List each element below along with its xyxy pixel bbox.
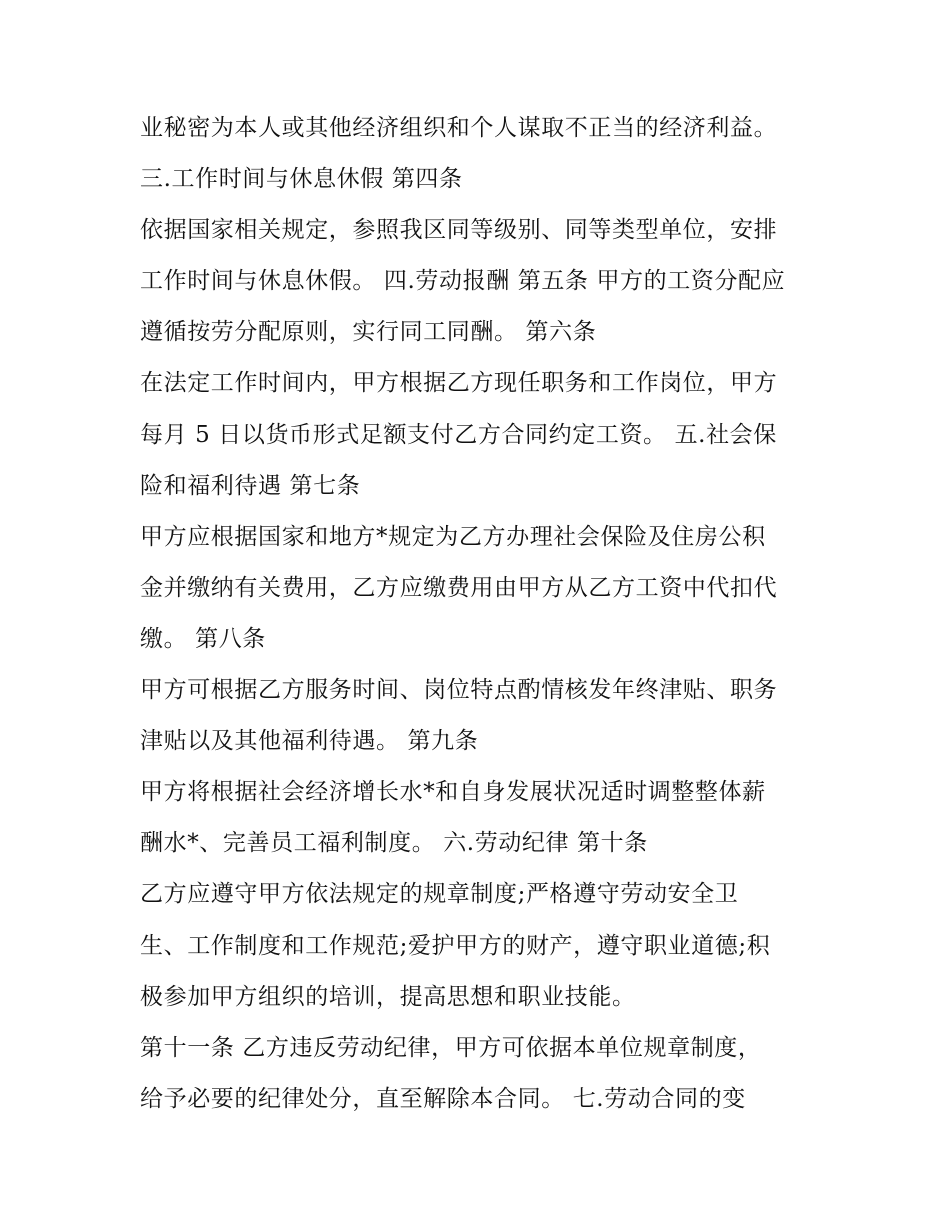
section-heading-line: 三.工作时间与休息休假 第四条 xyxy=(140,166,463,193)
text-line: 极参加甲方组织的培训，提高思想和职业技能。 xyxy=(140,983,636,1010)
text-line: 甲方可根据乙方服务时间、岗位特点酌情核发年终津贴、职务 xyxy=(140,677,778,704)
text-line: 业秘密为本人或其他经济组织和个人谋取不正当的经济利益。 xyxy=(140,115,778,141)
text-line: 每月 5 日以货币形式足额支付乙方合同约定工资。 五.社会保 xyxy=(140,421,777,448)
text-line: 险和福利待遇 第七条 xyxy=(140,472,361,499)
text-line: 生、工作制度和工作规范;爱护甲方的财产，遵守职业道德;积 xyxy=(140,932,771,959)
text-line: 给予必要的纪律处分，直至解除本合同。 七.劳动合同的变 xyxy=(140,1085,746,1112)
text-line: 缴。 第八条 xyxy=(140,625,266,652)
text-line: 乙方应遵守甲方依法规定的规章制度;严格遵守劳动安全卫 xyxy=(140,881,739,908)
text-line: 酬水*、完善员工福利制度。 六.劳动纪律 第十条 xyxy=(140,830,648,857)
text-line: 依据国家相关规定，参照我区同等级别、同等类型单位，安排 xyxy=(140,217,778,244)
text-line: 第十一条 乙方违反劳动纪律，甲方可依据本单位规章制度， xyxy=(140,1034,762,1061)
text-line: 甲方将根据社会经济增长水*和自身发展状况适时调整整体薪 xyxy=(140,779,766,806)
text-line: 遵循按劳分配原则，实行同工同酬。 第六条 xyxy=(140,319,597,346)
contract-text xyxy=(140,103,830,1125)
text-line: 在法定工作时间内，甲方根据乙方现任职务和工作岗位，甲方 xyxy=(140,370,778,397)
text-line: 工作时间与休息休假。 四.劳动报酬 第五条 甲方的工资分配应 xyxy=(140,268,786,295)
text-line: 甲方应根据国家和地方*规定为乙方办理社会保险及住房公积 xyxy=(140,523,766,550)
text-line: 金并缴纳有关费用，乙方应缴费用由甲方从乙方工资中代扣代 xyxy=(140,574,778,601)
text-line: 津贴以及其他福利待遇。 第九条 xyxy=(140,728,479,755)
